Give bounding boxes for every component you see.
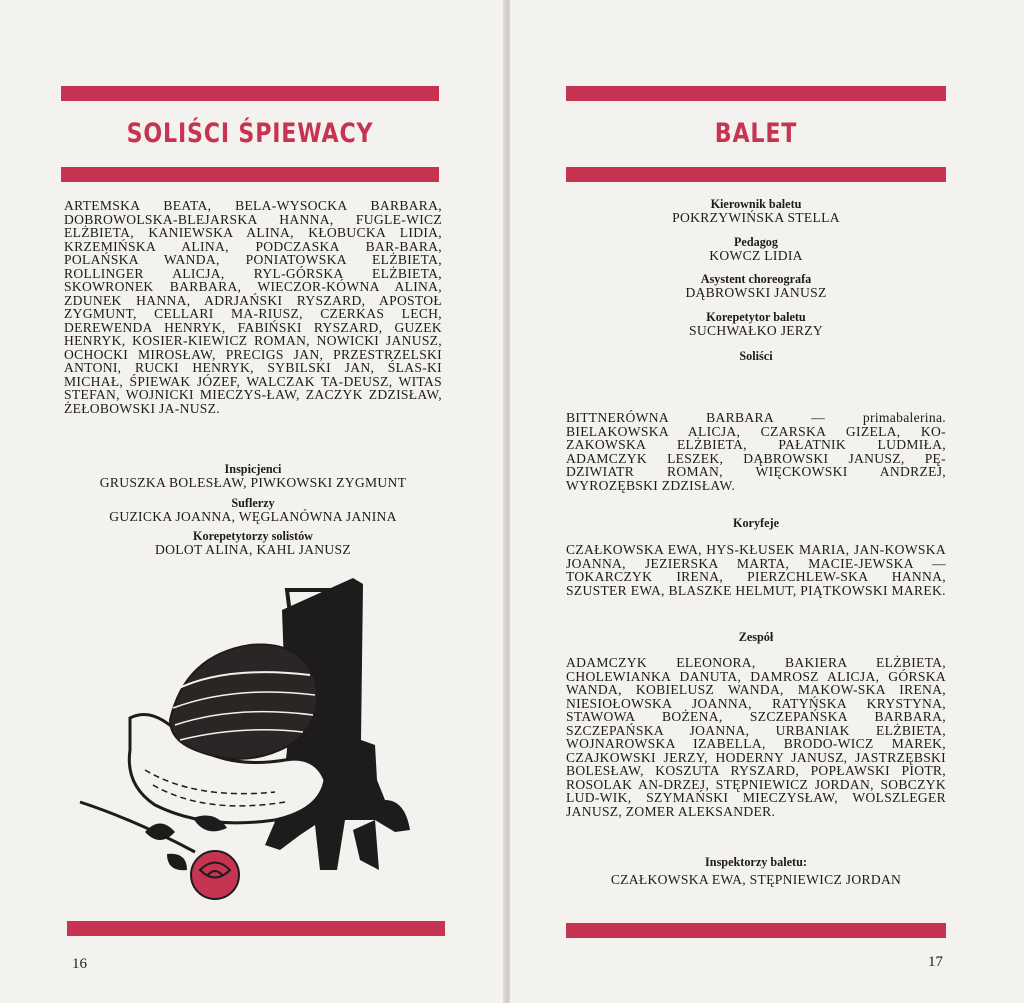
suflerzy-heading: Suflerzy: [231, 495, 275, 510]
suflerzy-names: GUZICKA JOANNA, WĘGLANÓWNA JANINA: [109, 508, 397, 524]
hat-boots-rose-illustration-icon: [75, 570, 420, 915]
title-accent-bar: [566, 167, 946, 182]
koryfeje-list: CZAŁKOWSKA EWA, HYS-KŁUSEK MARIA, JAN-KOWSKA JOANNA, JEZIERSKA MARTA, MACIE-JEWSKA — TOKARCZYK IRENA, PIERZCHLEW-SKA HANNA, SZUSTER EWA, BLASZKE HELMUT, PIĄTKOWSKI MAREK.: [566, 542, 946, 598]
inspicjenci-heading: Inspicjenci: [224, 462, 282, 476]
bottom-accent-bar: [566, 923, 946, 938]
top-accent-bar: [566, 86, 946, 101]
inspektorzy-heading: Inspektorzy baletu:: [705, 855, 807, 869]
inspicjenci-names: GRUSZKA BOLESŁAW, PIWKOWSKI ZYGMUNT: [99, 475, 407, 490]
page-number: 16: [72, 956, 87, 972]
page-title: BALET: [714, 118, 798, 149]
korepetytor-name: SUCHWAŁKO JERZY: [688, 322, 824, 338]
title-accent-bar: [61, 167, 439, 182]
zespol-heading: Zespół: [738, 630, 774, 644]
page-number: 17: [928, 954, 943, 970]
solisci-heading: Soliści: [739, 349, 773, 363]
left-page: [0, 0, 505, 1003]
solisci-list: BITTNERÓWNA BARBARA — primabalerina. BIELAKOWSKA ALICJA, CZARSKA GIZELA, KO-ZAKOWSKA ELŻBIETA, PAŁATNIK LUDMIŁA, ADAMCZYK LESZEK, DĄBROWSKI JANUSZ, PĘ-DZIWIATR ROMAN, WIĘCKOWSKI ANDRZEJ, WYROZĘBSKI ZDZISŁAW.: [566, 410, 946, 493]
ballet-staff-section: [566, 197, 946, 363]
inspektorzy-names: CZAŁKOWSKA EWA, STĘPNIEWICZ JORDAN: [610, 872, 902, 887]
page-title: SOLIŚCI ŚPIEWACY: [126, 118, 374, 149]
soloists-list: ARTEMSKA BEATA, BELA-WYSOCKA BARBARA, DOBROWOLSKA-BLEJARSKA HANNA, FUGLE-WICZ ELŻBIETA, KANIEWSKA ALINA, KŁOBUCKA LIDIA, KRZEMIŃSKA ALINA, PODCZASKA BAR-BARA, POLAŃSKA WANDA, PONIATOWSKA ELŻBIETA, ROLLINGER ALICJA, RYL-GÓRSKA ELŻBIETA, SKOWRONEK BARBARA, WIECZOR-KÓWNA ALINA, ZDUNEK HANNA, ADRJAŃSKI RYSZARD, APOSTOŁ ZYGMUNT, CELLARI MA-RIUSZ, CZERKAS LECH, DEREWENDA HENRYK, FABIŃSKI RYSZARD, GUZEK HENRYK, KOSIER-KIEWICZ ROMAN, NOWICKI JANUSZ, OCHOCKI MIROSŁAW, PRECIGS JAN, PRZESTRZELSKI ANTONI, RUCKI HENRYK, SYBILSKI JAN, ŚLAS-KI MICHAŁ, ŚPIEWAK JÓZEF, WALCZAK TA-DEUSZ, WITAS STEFAN, WOJNICKI MIECZYS-ŁAW, ZACZYK ZDZISŁAW, ŻEŁOBOWSKI JA-NUSZ.: [64, 198, 442, 416]
bottom-accent-bar: [67, 921, 445, 936]
kierownik-heading: Kierownik baletu: [710, 197, 802, 211]
korepetytorzy-heading: Korepetytorzy solistów: [193, 529, 313, 543]
zespol-list: ADAMCZYK ELEONORA, BAKIERA ELŻBIETA, CHOLEWIANKA DANUTA, DAMROSZ ALICJA, GÓRSKA WANDA, KOBIELUSZ WANDA, MAKOW-SKA IRENA, NIESIOŁOWSKA JOANNA, RATYŃSKA KRYSTYNA, STAWOWA BOŻENA, SZCZEPAŃSKA BARBARA, SZCZEPAŃSKA JOANNA, URBANIAK ELŻBIETA, WOJNAROWSKA IZABELLA, BRODO-WICZ MAREK, CZAJKOWSKI JERZY, HODERNY JANUSZ, JASTRZĘBSKI BOLESŁAW, KOSZUTA RYSZARD, POPŁAWSKI PIOTR, ROSOLAK AN-DRZEJ, STĘPNIEWICZ JORDAN, SOBCZYK LUD-WIK, SZYMAŃSKI MIECZYSŁAW, WOLSZLEGER JANUSZ, ZOMER ALEKSANDER.: [566, 655, 946, 819]
pedagog-heading: Pedagog: [733, 234, 778, 249]
pedagog-name: KOWCZ LIDIA: [709, 247, 803, 263]
kierownik-name: POKRZYWIŃSKA STELLA: [672, 210, 840, 225]
asystent-name: DĄBROWSKI JANUSZ: [685, 285, 827, 300]
top-accent-bar: [61, 86, 439, 101]
staff-section: [64, 462, 442, 563]
right-page: [510, 0, 1024, 1003]
korepetytorzy-names: DOLOT ALINA, KAHL JANUSZ: [155, 542, 351, 557]
koryfeje-heading: Koryfeje: [732, 516, 779, 530]
asystent-heading: Asystent choreografa: [700, 272, 812, 286]
korepetytor-heading: Korepetytor baletu: [706, 309, 806, 324]
